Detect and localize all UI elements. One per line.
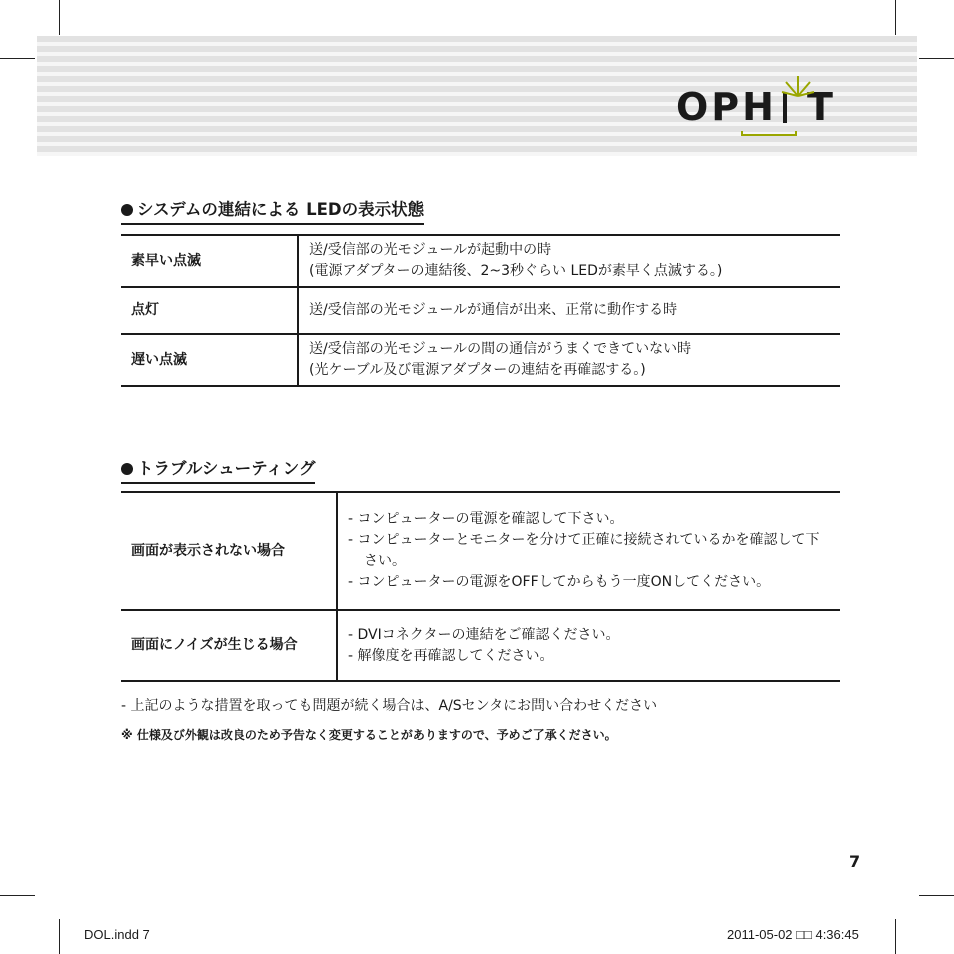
note-spec-change: ※ 仕様及び外観は改良のため予告なく変更することがありますので、予めご了承ください。 [121,728,617,742]
row-key: 画面が表示されない場合 [121,492,337,610]
crop-mark-top-right-v [895,0,896,35]
led-status-table [121,234,840,387]
table-row [121,287,840,334]
crop-mark-top-left-h [0,58,35,59]
logo-sparkle-icon [780,74,816,98]
row-key: 点灯 [121,287,298,334]
row-value: 送/受信部の光モジュールが起動中の時 (電源アダプターの連結後、2~3秒ぐらい LEDが素早く点滅する。) [309,242,723,279]
crop-mark-top-left-v [59,0,60,35]
row-key: 素早い点滅 [121,235,298,287]
bullet-icon [121,463,133,475]
troubleshooting-table [121,491,840,682]
table-row [121,334,840,386]
page-number: 7 [849,852,861,871]
slug-filename: DOL.indd 7 [84,927,150,942]
table-row [121,492,840,610]
row-value: - コンピューターの電源を確認して下さい。 - コンピューターとモニターを分けて正確に接続されているかを確認して下さい。 - コンピューターの電源をOFFしてからもう一度ONしてください。 [348,511,820,590]
crop-mark-bottom-left-v [59,919,60,954]
row-key: 遅い点滅 [121,334,298,386]
bullet-icon [121,204,133,216]
slug-timestamp: 2011-05-02 □□ 4:36:45 [727,927,859,942]
crop-mark-bottom-right-h [919,895,954,896]
section-title-led-status: シスデムの連結による LEDの表示状態 [121,196,424,225]
row-value: - DVIコネクターの連結をご確認ください。 - 解像度を再確認してください。 [348,626,620,664]
row-key: 画面にノイズが生じる場合 [121,610,337,681]
logo-underline-icon [740,131,798,137]
crop-mark-top-right-h [919,58,954,59]
brand-logo: OPH T [676,85,836,129]
section-title-troubleshooting: トラブルシューティング [121,455,315,484]
crop-mark-bottom-left-h [0,895,35,896]
note-contact-service: - 上記のような措置を取っても問題が続く場合は、A/Sセンタにお問い合わせください [121,698,658,714]
crop-mark-bottom-right-v [895,919,896,954]
row-value: 送/受信部の光モジュールが通信が出来、正常に動作する時 [309,302,678,318]
row-value: 送/受信部の光モジュールの間の通信がうまくできていない時 (光ケーブル及び電源アダプターの連結を再確認する。) [309,341,692,378]
table-row [121,610,840,681]
table-row [121,235,840,287]
